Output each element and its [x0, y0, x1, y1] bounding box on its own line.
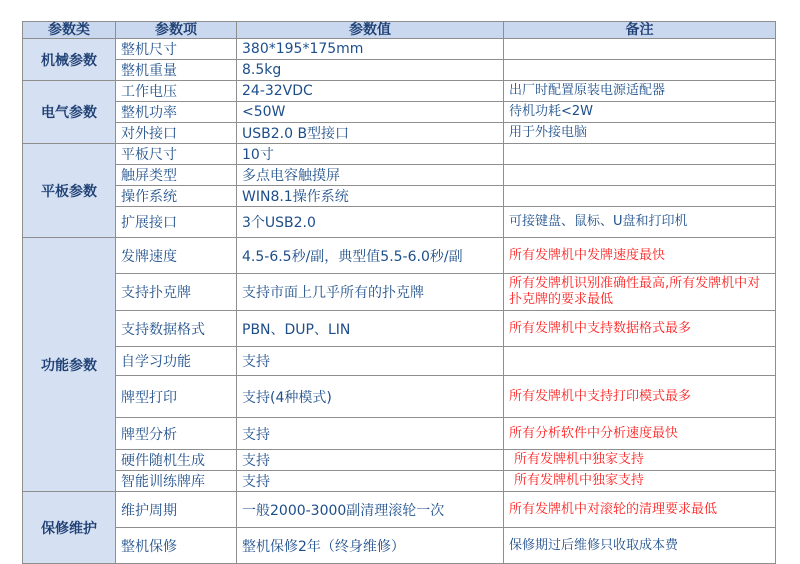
item-cell: 整机尺寸 [116, 39, 237, 60]
table-header-row [23, 22, 776, 39]
value-cell: 支持 [237, 347, 504, 376]
value-cell: 支持市面上几乎所有的扑克牌 [237, 274, 504, 311]
note-cell: 所有发牌机中发牌速度最快 [504, 238, 776, 274]
value-cell: PBN、DUP、LIN [237, 311, 504, 347]
table-row [23, 81, 776, 102]
item-cell: 发牌速度 [116, 238, 237, 274]
table-row [23, 238, 776, 274]
value-cell: 4.5-6.5秒/副，典型值5.5-6.0秒/副 [237, 238, 504, 274]
table-row [23, 102, 776, 123]
item-cell: 整机功率 [116, 102, 237, 123]
table-row [23, 376, 776, 418]
item-cell: 对外接口 [116, 123, 237, 144]
note-cell: 所有发牌机中独家支持 [504, 471, 776, 492]
table-row [23, 528, 776, 564]
value-cell: 10寸 [237, 144, 504, 165]
table-row [23, 144, 776, 165]
value-cell: <50W [237, 102, 504, 123]
header-category: 参数类 [23, 22, 116, 39]
value-cell: 24-32VDC [237, 81, 504, 102]
item-cell: 支持数据格式 [116, 311, 237, 347]
category-mechanical: 机械参数 [23, 39, 116, 81]
item-cell: 智能训练牌库 [116, 471, 237, 492]
value-cell: WIN8.1操作系统 [237, 186, 504, 207]
value-cell: 多点电容触摸屏 [237, 165, 504, 186]
table-row [23, 165, 776, 186]
item-cell: 操作系统 [116, 186, 237, 207]
header-note: 备注 [504, 22, 776, 39]
note-cell: 所有发牌机识别准确性最高,所有发牌机中对扑克牌的要求最低 [504, 274, 776, 311]
value-cell: USB2.0 B型接口 [237, 123, 504, 144]
value-cell: 8.5kg [237, 60, 504, 81]
table-row [23, 60, 776, 81]
note-cell: 保修期过后维修只收取成本费 [504, 528, 776, 564]
value-cell: 支持 [237, 450, 504, 471]
value-cell: 支持 [237, 471, 504, 492]
table-row [23, 311, 776, 347]
value-cell: 支持(4种模式) [237, 376, 504, 418]
item-cell: 支持扑克牌 [116, 274, 237, 311]
note-cell: 可接键盘、鼠标、U盘和打印机 [504, 207, 776, 238]
spec-table [22, 21, 776, 564]
note-cell [504, 347, 776, 376]
value-cell: 3个USB2.0 [237, 207, 504, 238]
note-cell: 用于外接电脑 [504, 123, 776, 144]
note-cell: 所有发牌机中支持数据格式最多 [504, 311, 776, 347]
table-row [23, 274, 776, 311]
table-row [23, 347, 776, 376]
value-cell: 支持 [237, 418, 504, 450]
item-cell: 牌型打印 [116, 376, 237, 418]
item-cell: 维护周期 [116, 492, 237, 528]
note-cell: 待机功耗<2W [504, 102, 776, 123]
item-cell: 平板尺寸 [116, 144, 237, 165]
value-cell: 380*195*175mm [237, 39, 504, 60]
category-tablet: 平板参数 [23, 144, 116, 238]
item-cell: 自学习功能 [116, 347, 237, 376]
value-cell: 一般2000-3000副清理滚轮一次 [237, 492, 504, 528]
header-item: 参数项 [116, 22, 237, 39]
item-cell: 整机重量 [116, 60, 237, 81]
item-cell: 牌型分析 [116, 418, 237, 450]
category-electrical: 电气参数 [23, 81, 116, 144]
note-cell [504, 39, 776, 60]
note-cell: 所有分析软件中分析速度最快 [504, 418, 776, 450]
header-value: 参数值 [237, 22, 504, 39]
table-row [23, 471, 776, 492]
note-cell: 所有发牌机中独家支持 [504, 450, 776, 471]
item-cell: 整机保修 [116, 528, 237, 564]
note-cell: 所有发牌机中对滚轮的清理要求最低 [504, 492, 776, 528]
table-row [23, 450, 776, 471]
item-cell: 触屏类型 [116, 165, 237, 186]
note-cell [504, 186, 776, 207]
value-cell: 整机保修2年（终身维修） [237, 528, 504, 564]
note-cell: 出厂时配置原装电源适配器 [504, 81, 776, 102]
category-function: 功能参数 [23, 238, 116, 492]
item-cell: 工作电压 [116, 81, 237, 102]
note-cell: 所有发牌机中支持打印模式最多 [504, 376, 776, 418]
table-row [23, 123, 776, 144]
table-row [23, 207, 776, 238]
item-cell: 硬件随机生成 [116, 450, 237, 471]
table-row [23, 418, 776, 450]
table-row [23, 39, 776, 60]
category-warranty: 保修维护 [23, 492, 116, 564]
item-cell: 扩展接口 [116, 207, 237, 238]
note-cell [504, 165, 776, 186]
note-cell [504, 60, 776, 81]
table-row [23, 186, 776, 207]
table-row [23, 492, 776, 528]
note-cell [504, 144, 776, 165]
